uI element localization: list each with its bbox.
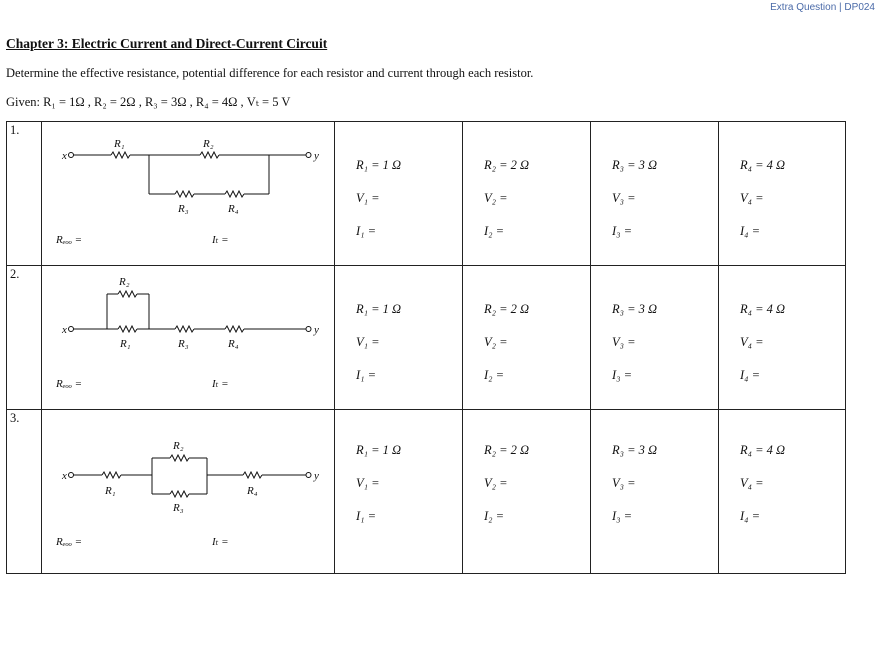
r4-label: R₄ (228, 338, 239, 350)
total-current-label: Iₜ = (212, 234, 229, 246)
resistance-value: R₁ = 1 Ω (356, 158, 402, 172)
voltage-field: V₁ = (356, 335, 380, 349)
r2-label: R₂ (119, 276, 130, 288)
voltage-field: V₃ = (612, 191, 636, 205)
resistance-value: R₃ = 3 Ω (612, 443, 658, 457)
question-row-3 (7, 410, 846, 574)
resistor-1-cell (335, 122, 463, 266)
resistor-4-cell (719, 410, 846, 574)
resistance-value: R₂ = 2 Ω (484, 443, 530, 457)
resistor-2-cell (463, 410, 591, 574)
voltage-field: V₄ = (740, 476, 764, 490)
reff-label: Rₑₒₒ = (56, 536, 83, 548)
resistor-4-cell (719, 122, 846, 266)
given-values: Given: R₁ = 1Ω , R₂ = 2Ω , R₃ = 3Ω , R₄ = 4Ω , Vₜ = 5 V (6, 95, 291, 109)
voltage-field: V₂ = (484, 335, 508, 349)
resistance-value: R₂ = 2 Ω (484, 302, 530, 316)
resistance-value: R₃ = 3 Ω (612, 302, 658, 316)
row-number: 3. (10, 411, 20, 425)
y-terminal-label: y (314, 470, 319, 482)
question-row-2 (7, 266, 846, 410)
x-terminal-label: x (62, 470, 67, 482)
current-field: I₃ = (612, 509, 633, 523)
r1-label: R₁ (114, 138, 125, 150)
x-terminal-label: x (62, 150, 67, 162)
resistor-1-cell (335, 410, 463, 574)
circuit-cell (42, 410, 335, 574)
reff-label: Rₑₒₒ = (56, 234, 83, 246)
voltage-field: V₃ = (612, 476, 636, 490)
resistor-2-cell (463, 266, 591, 410)
current-field: I₂ = (484, 224, 505, 238)
r4-label: R₄ (228, 203, 239, 215)
y-terminal-label: y (314, 324, 319, 336)
current-field: I₃ = (612, 368, 633, 382)
resistance-value: R₄ = 4 Ω (740, 443, 786, 457)
chapter-title: Chapter 3: Electric Current and Direct-Current Circuit (6, 36, 328, 51)
question-table (6, 121, 846, 574)
resistor-4-cell (719, 266, 846, 410)
current-field: I₁ = (356, 368, 377, 382)
r4-label: R₄ (247, 485, 258, 497)
resistor-3-cell (591, 122, 719, 266)
resistance-value: R₂ = 2 Ω (484, 158, 530, 172)
row-number-cell (7, 266, 42, 410)
total-current-label: Iₜ = (212, 378, 229, 390)
resistance-value: R₁ = 1 Ω (356, 302, 402, 316)
resistor-2-cell (463, 122, 591, 266)
voltage-field: V₄ = (740, 335, 764, 349)
current-field: I₁ = (356, 224, 377, 238)
current-field: I₃ = (612, 224, 633, 238)
instruction-text: Determine the effective resistance, potential difference for each resistor and current through each resistor. (6, 66, 534, 80)
resistor-1-cell (335, 266, 463, 410)
row-number-cell (7, 122, 42, 266)
resistance-value: R₁ = 1 Ω (356, 443, 402, 457)
current-field: I₄ = (740, 224, 761, 238)
resistor-3-cell (591, 266, 719, 410)
r3-label: R₃ (178, 203, 189, 215)
circuit-2-diagram (42, 266, 334, 409)
r3-label: R₃ (173, 502, 184, 514)
resistance-value: R₄ = 4 Ω (740, 302, 786, 316)
circuit-1-diagram (42, 122, 334, 265)
current-field: I₄ = (740, 368, 761, 382)
r1-label: R₁ (105, 485, 116, 497)
r2-label: R₂ (203, 138, 214, 150)
y-terminal-label: y (314, 150, 319, 162)
current-field: I₄ = (740, 509, 761, 523)
total-current-label: Iₜ = (212, 536, 229, 548)
resistor-3-cell (591, 410, 719, 574)
voltage-field: V₄ = (740, 191, 764, 205)
resistance-value: R₃ = 3 Ω (612, 158, 658, 172)
voltage-field: V₂ = (484, 476, 508, 490)
r2-label: R₂ (173, 440, 184, 452)
voltage-field: V₁ = (356, 476, 380, 490)
current-field: I₂ = (484, 509, 505, 523)
resistance-value: R₄ = 4 Ω (740, 158, 786, 172)
current-field: I₂ = (484, 368, 505, 382)
r3-label: R₃ (178, 338, 189, 350)
r1-label: R₁ (120, 338, 131, 350)
voltage-field: V₃ = (612, 335, 636, 349)
circuit-3-diagram (42, 410, 334, 573)
row-number: 2. (10, 267, 20, 281)
row-number-cell (7, 410, 42, 574)
circuit-cell (42, 122, 335, 266)
circuit-cell (42, 266, 335, 410)
question-row-1 (7, 122, 846, 266)
voltage-field: V₁ = (356, 191, 380, 205)
reff-label: Rₑₒₒ = (56, 378, 83, 390)
voltage-field: V₂ = (484, 191, 508, 205)
row-number: 1. (10, 123, 20, 137)
current-field: I₁ = (356, 509, 377, 523)
x-terminal-label: x (62, 324, 67, 336)
question-tag: Extra Question | DP024 (770, 2, 875, 13)
